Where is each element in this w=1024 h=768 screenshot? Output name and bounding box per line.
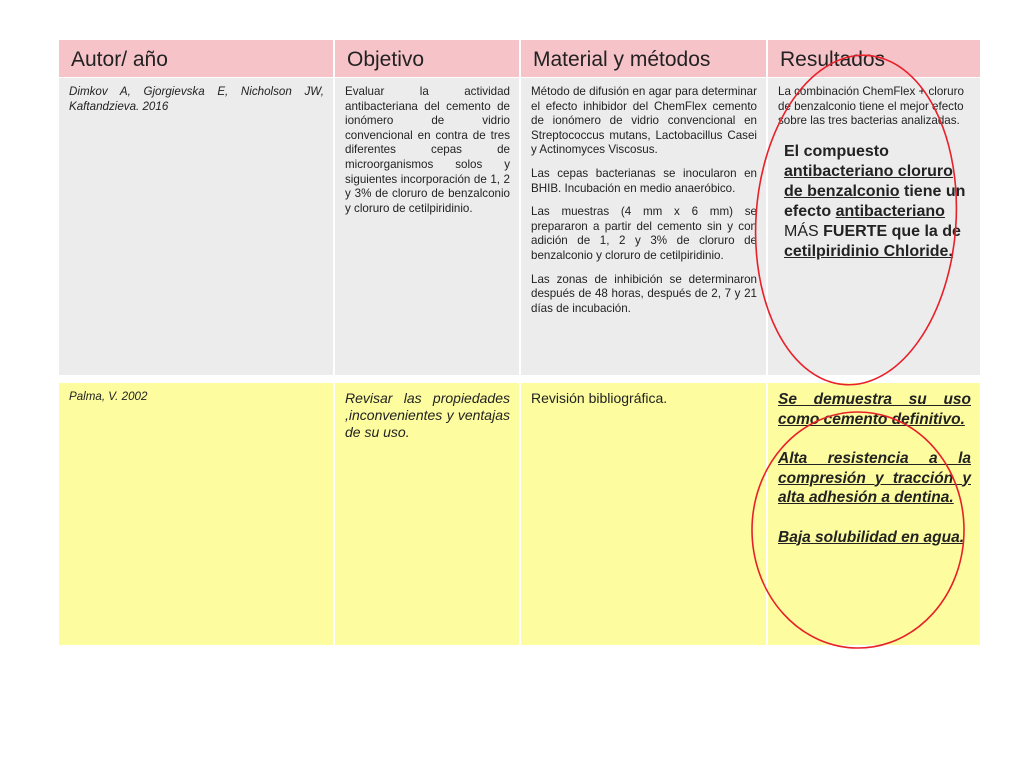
methods-paragraph: Las cepas bacterianas se inocularon en BHIB. Incubación en medio anaeróbico. — [531, 166, 757, 195]
objective-cell: Revisar las propiedades ,inconvenientes y ventajas de su uso. — [335, 383, 521, 645]
header-results: Resultados — [780, 48, 886, 71]
results-cell — [768, 383, 980, 645]
results-text: El compuesto — [784, 142, 889, 160]
methods-paragraph: Las muestras (4 mm x 6 mm) se prepararon a partir del cemento sin y con adición de 1, 2 y 3% de cloruro de benzalconio y cloruro de cetilpiridinio. — [531, 205, 757, 262]
methods-paragraph: Método de difusión en agar para determinar el efecto inhibidor del ChemFlex cemento de ionómero de vidrio convencional en Streptococcus mutans, Lactobacillus Casei y Actinomyces Viscosus. — [531, 85, 757, 157]
header-objective: Objetivo — [335, 40, 521, 77]
results-item: Baja solubilidad en agua. — [778, 528, 965, 546]
results-highlight — [778, 142, 971, 262]
header-methods: Material y métodos — [521, 40, 768, 77]
methods-paragraph: Las zonas de inhibición se determinaron después de 48 horas, después de 2, 7 y 21 días de incubación. — [531, 272, 757, 315]
table-row — [59, 78, 980, 375]
comparison-table — [59, 40, 980, 645]
results-text: FUERTE que la de — [823, 222, 961, 240]
results-item: Se demuestra su uso como cemento definitivo. — [778, 391, 971, 428]
table-row — [59, 383, 980, 645]
results-item: Alta resistencia a la compresión y tracción y alta adhesión a dentina. — [778, 450, 971, 506]
header-author: Autor/ año — [59, 40, 335, 77]
methods-cell — [521, 78, 768, 375]
methods-cell: Revisión bibliográfica. — [521, 383, 768, 645]
results-underlined: antibacteriano cloruro de benzalconio — [784, 162, 953, 200]
results-cell — [768, 78, 980, 375]
objective-cell: Evaluar la actividad antibacteriana del cemento de ionómero de vidrio convencional en contra de tres diferentes cepas de microorganismos solos y siguientes incorporación de 1, 2 y 3% de cloruro de benzalconio y cloruro de cetilpiridinio. — [335, 78, 521, 375]
results-text: MÁS — [784, 222, 819, 240]
header-row — [59, 40, 980, 77]
row-divider — [59, 375, 980, 383]
results-text: tiene un efecto — [784, 182, 966, 220]
results-underlined: antibacteriano — [835, 202, 945, 220]
author-cell: Palma, V. 2002 — [59, 383, 335, 645]
results-underlined: cetilpiridinio Chloride. — [784, 242, 953, 260]
results-intro: La combinación ChemFlex + cloruro de benzalconio tiene el mejor efecto sobre las tres bacterias analizadas. — [778, 85, 964, 128]
author-cell: Dimkov A, Gjorgievska E, Nicholson JW, Kaftandzieva. 2016 — [59, 78, 335, 375]
